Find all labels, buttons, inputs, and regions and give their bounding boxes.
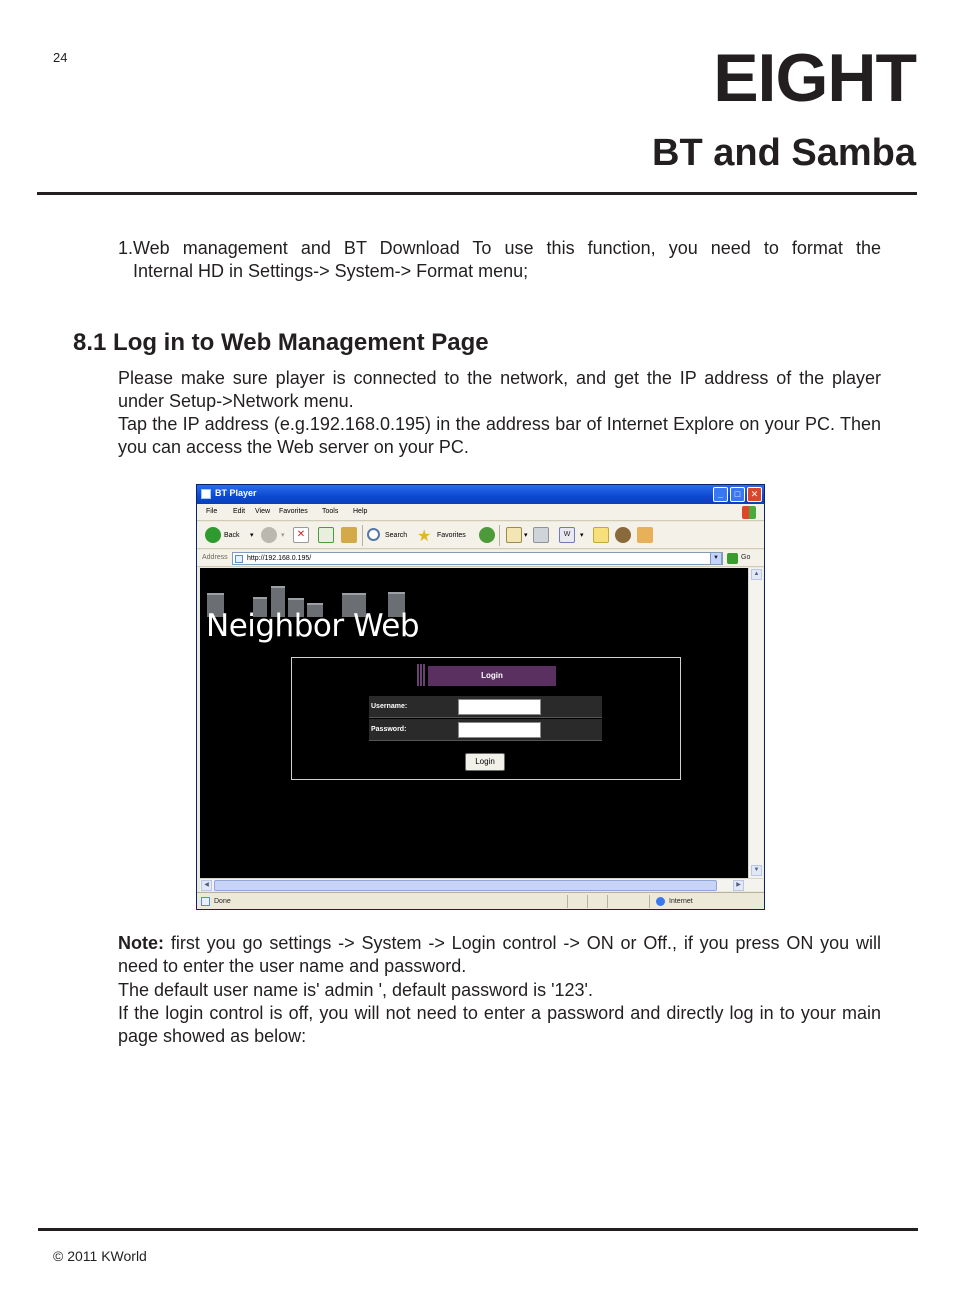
section-paragraph-2: Tap the IP address (e.g.192.168.0.195) in the address bar of Internet Explore on your PC. Then you can access the Web server on your PC. <box>118 414 881 457</box>
neighbor-web-logo: Neighbor Web <box>206 608 420 644</box>
messenger-icon[interactable] <box>615 527 631 543</box>
stop-icon[interactable]: ✕ <box>293 527 309 543</box>
intro-line-1: 1.Web management and BT Download To use this function, you need to format the <box>118 238 881 258</box>
menu-file[interactable]: File <box>206 508 218 515</box>
status-divider <box>587 895 588 908</box>
window-title: BT Player <box>215 488 257 498</box>
note-paragraph-2: The default user name is' admin ', default password is '123'. <box>118 979 593 1000</box>
scroll-down-icon[interactable]: ▼ <box>751 865 762 876</box>
edit-word-icon[interactable]: W <box>559 527 575 543</box>
menu-tools[interactable]: Tools <box>322 508 339 515</box>
section-paragraph-1: Please make sure player is connected to the network, and get the IP address of the player under Setup->Network menu. <box>118 368 881 411</box>
ie-icon <box>201 489 211 499</box>
favorites-icon[interactable]: ★ <box>417 528 432 545</box>
mail-icon[interactable] <box>506 527 522 543</box>
maximize-button[interactable]: □ <box>730 487 745 502</box>
address-bar <box>197 550 764 567</box>
browser-screenshot <box>196 484 765 910</box>
status-page-icon <box>201 897 210 906</box>
scroll-thumb[interactable] <box>214 880 717 891</box>
go-button[interactable]: Go <box>741 554 751 561</box>
chapter-subtitle: BT and Samba <box>652 132 916 174</box>
favorites-label[interactable]: Favorites <box>437 532 466 539</box>
edit-dropdown-icon[interactable]: ▾ <box>580 532 584 539</box>
menu-bar <box>197 504 764 521</box>
username-label: Username: <box>371 703 408 710</box>
password-label: Password: <box>371 726 407 733</box>
password-input[interactable] <box>458 722 541 738</box>
username-input[interactable] <box>458 699 541 715</box>
header-rule <box>37 192 917 195</box>
forward-dropdown-icon[interactable]: ▾ <box>281 532 285 539</box>
go-arrow-icon[interactable] <box>727 553 738 564</box>
discuss-icon[interactable] <box>593 527 609 543</box>
login-header: Login <box>428 666 556 686</box>
menu-favorites[interactable]: Favorites <box>279 508 308 515</box>
page-viewport <box>200 568 748 878</box>
media-icon[interactable] <box>479 527 495 543</box>
menu-view[interactable]: View <box>255 508 271 515</box>
scroll-left-icon[interactable]: ◀ <box>201 880 212 891</box>
note-paragraph-3: If the login control is off, you will not need to enter a password and directly log in to your main page showed as below: <box>118 1002 881 1047</box>
window-titlebar <box>197 485 764 504</box>
password-row <box>369 719 602 741</box>
toolbar-separator-1 <box>362 525 363 546</box>
note-text-1: first you go settings -> System -> Login control -> ON or Off., if you press ON you will need to enter the user name and password. <box>118 933 881 977</box>
back-label[interactable]: Back <box>224 532 240 539</box>
forward-icon[interactable] <box>261 527 277 543</box>
home-icon[interactable] <box>341 527 357 543</box>
research-icon[interactable] <box>637 527 653 543</box>
close-button[interactable]: ✕ <box>747 487 762 502</box>
back-icon[interactable] <box>205 527 221 543</box>
menu-edit[interactable]: Edit <box>233 508 246 515</box>
status-bar <box>197 892 764 909</box>
footer-copyright: © 2011 KWorld <box>53 1248 147 1264</box>
toolbar-separator-2 <box>499 525 500 546</box>
scroll-up-icon[interactable]: ▲ <box>751 569 762 580</box>
windows-logo-icon <box>742 506 756 519</box>
page-icon <box>235 555 243 563</box>
zone-text: Internet <box>669 898 693 905</box>
vertical-scrollbar[interactable] <box>748 568 763 878</box>
page-number: 24 <box>53 50 68 65</box>
internet-zone-icon <box>656 897 665 906</box>
status-text: Done <box>214 898 231 905</box>
horizontal-scrollbar[interactable] <box>200 878 763 891</box>
scroll-right-icon[interactable]: ▶ <box>733 880 744 891</box>
address-dropdown-icon[interactable]: ▼ <box>710 552 722 565</box>
menu-help[interactable]: Help <box>353 508 368 515</box>
username-row <box>369 696 602 718</box>
search-icon[interactable] <box>367 528 380 541</box>
section-heading: 8.1 Log in to Web Management Page <box>73 329 489 356</box>
mail-dropdown-icon[interactable]: ▾ <box>524 532 528 539</box>
status-divider <box>649 895 650 908</box>
login-panel <box>291 657 681 780</box>
note-label: Note: <box>118 933 164 953</box>
search-label[interactable]: Search <box>385 532 408 539</box>
print-icon[interactable] <box>533 527 549 543</box>
address-label: Address <box>202 554 228 561</box>
login-header-stripes <box>417 664 425 686</box>
refresh-icon[interactable] <box>318 527 334 543</box>
chapter-title: EIGHT <box>713 40 916 116</box>
address-input[interactable] <box>232 552 723 565</box>
intro-paragraph <box>118 237 881 283</box>
footer-rule <box>38 1228 918 1231</box>
section-body <box>118 367 881 459</box>
intro-line-2: Internal HD in Settings-> System-> Format menu; <box>133 261 529 281</box>
login-button[interactable]: Login <box>465 753 505 771</box>
note-block <box>118 932 881 1048</box>
toolbar <box>197 522 764 549</box>
minimize-button[interactable]: _ <box>713 487 728 502</box>
note-paragraph-1 <box>118 932 881 979</box>
status-divider <box>567 895 568 908</box>
url-text[interactable]: http://192.168.0.195/ <box>247 555 312 562</box>
status-divider <box>607 895 608 908</box>
back-dropdown-icon[interactable]: ▾ <box>250 532 254 539</box>
